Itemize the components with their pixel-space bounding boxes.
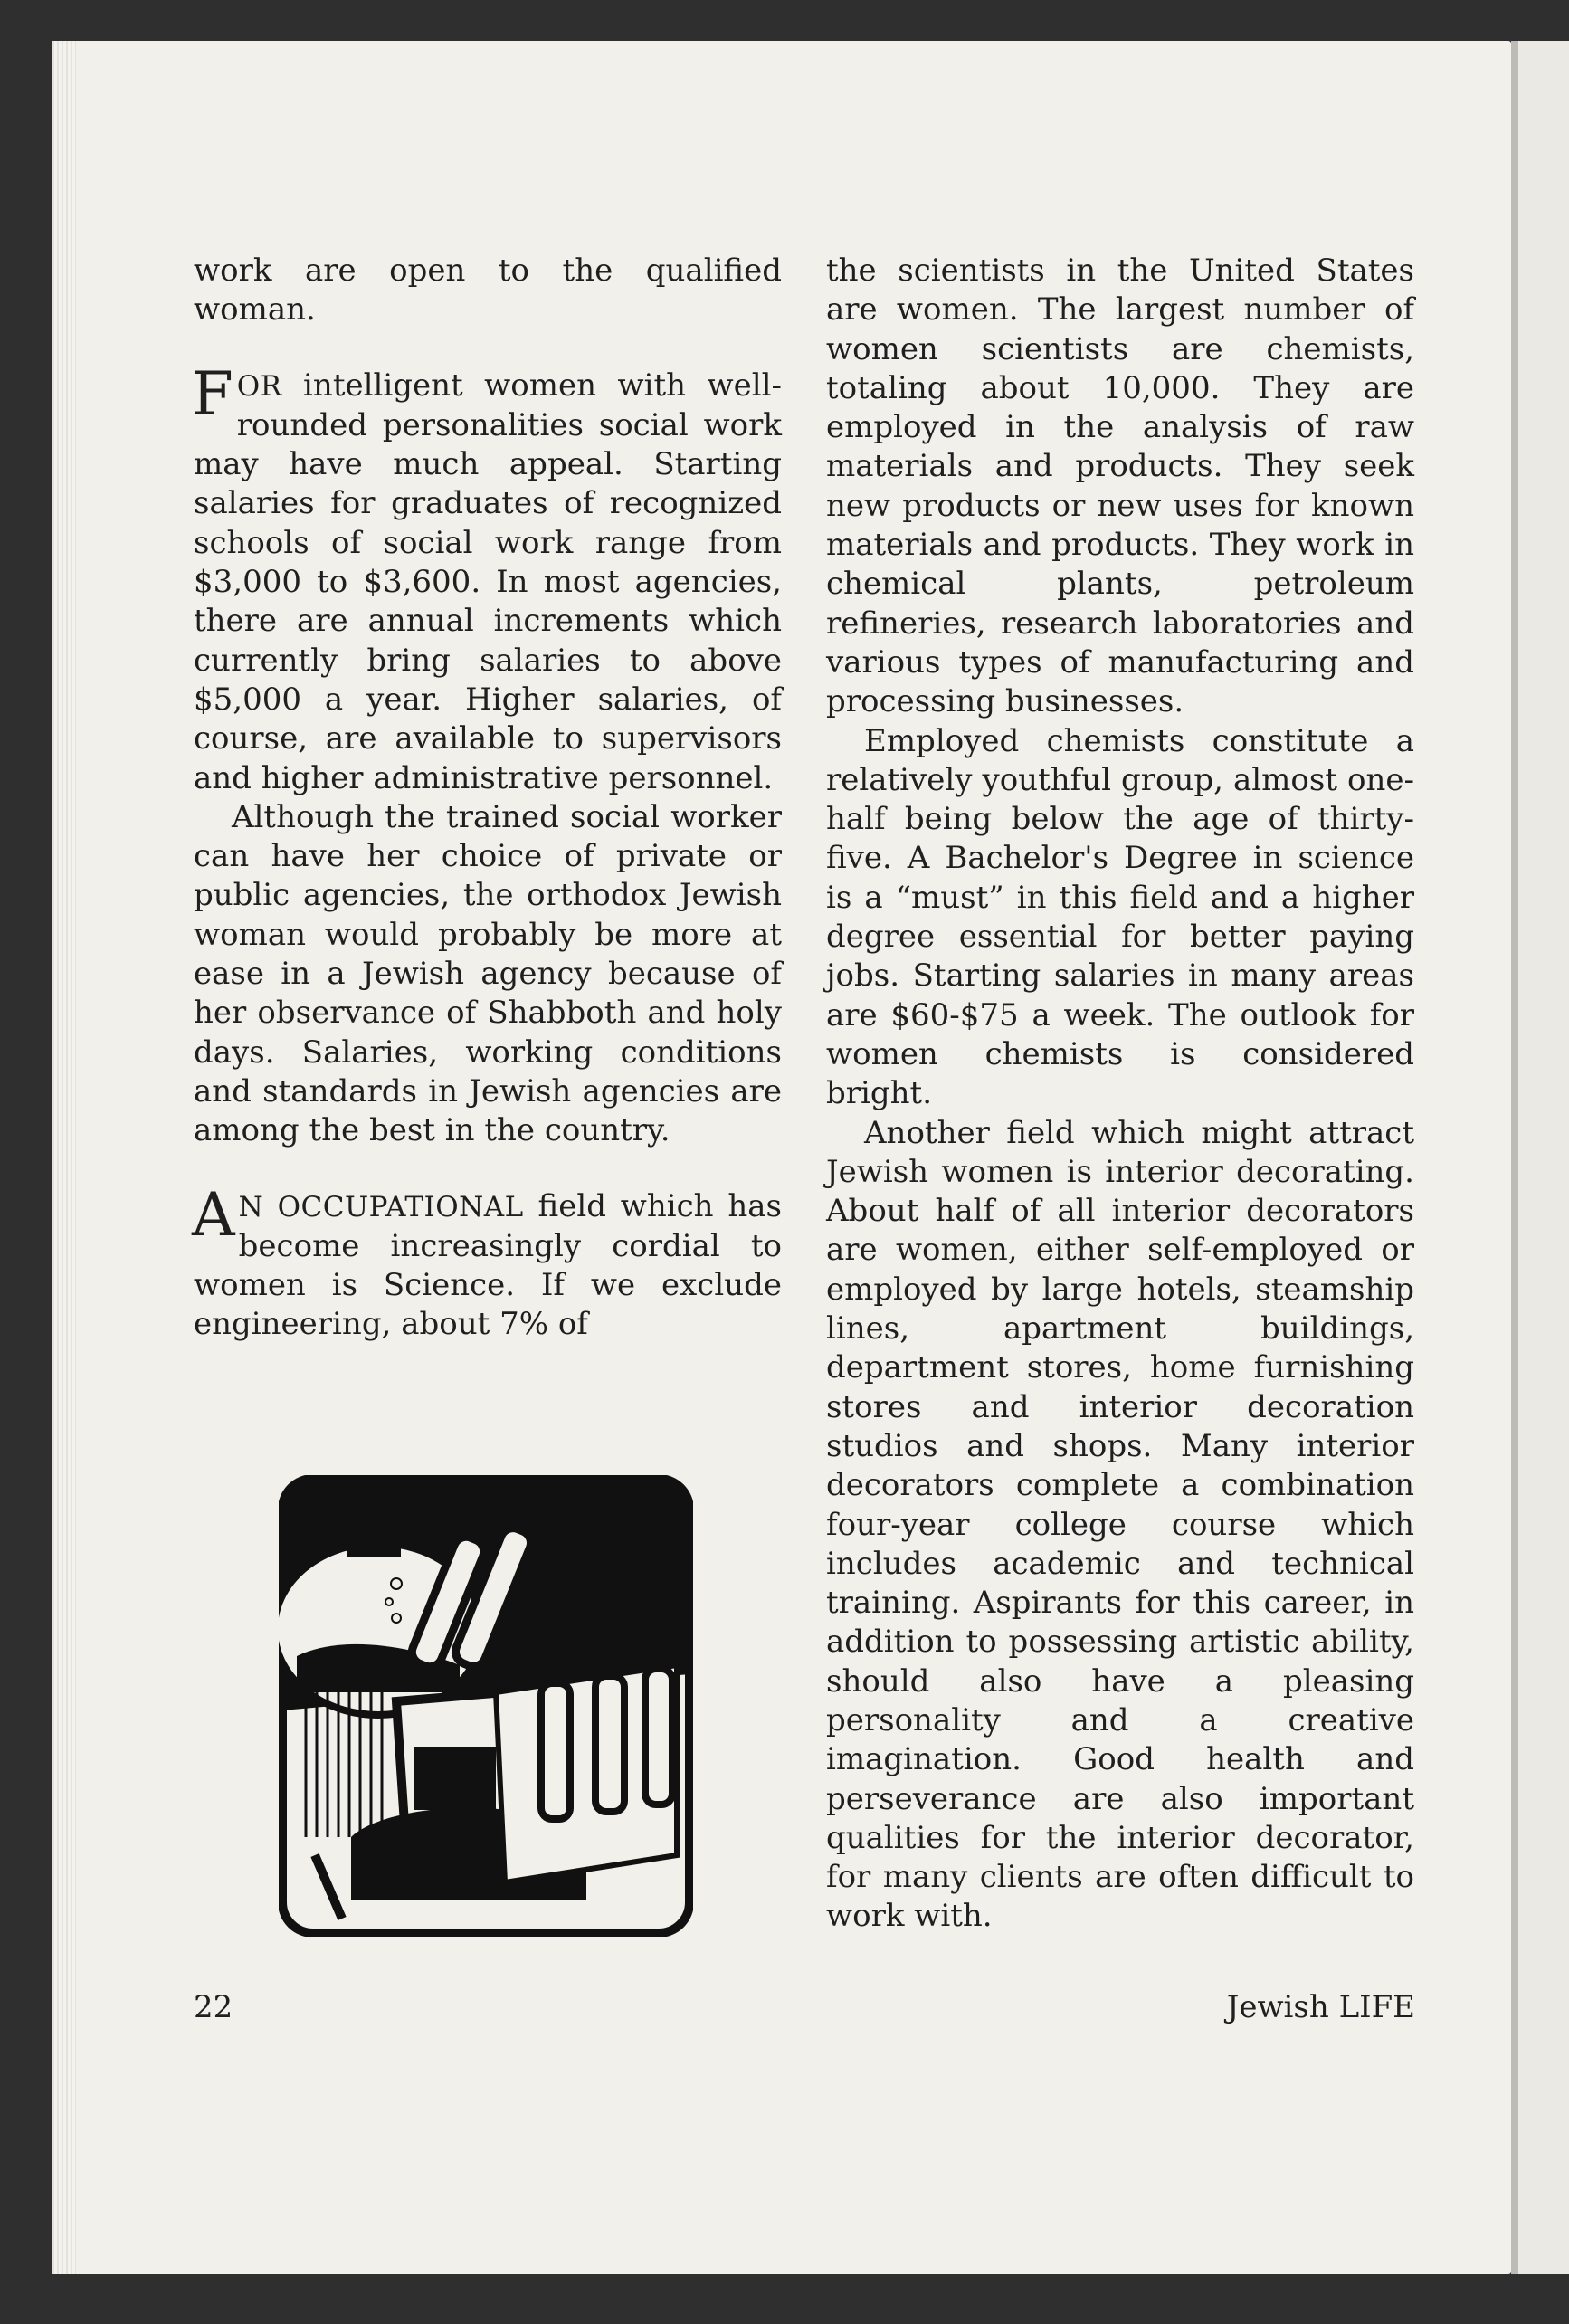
paragraph-science — [192, 1179, 782, 1345]
paragraph: Although the trained social worker can have her choice of private or public agencies, the orthodox Jewish woman would probably be more at ease in a Jewish agency because of her observance of Shabboth and holy days. Salaries, working conditions and standards in Jewish agencies are among the best in the country. — [194, 798, 782, 1149]
magazine-title: Jewish LIFE — [1226, 1989, 1415, 2025]
drop-cap: A — [192, 1179, 235, 1250]
page-edges — [52, 41, 76, 2274]
paragraph-text: intelligent women with well-rounded personalities social work may have much appeal. Starting salaries for graduates of recognized schools of social work range from $3,000 to $3,600. In most agencies, there are annual increments which currently bring salaries to above $5,000 a year. Higher salaries, of course, are available to supervisors and higher administrative personnel. — [194, 367, 782, 796]
paragraph: Another field which might attract Jewish women is interior decorating. About half of all interior decorators are women, either self-employed or employed by large hotels, steamship lines, apartment buildings, department stores, home furnishing stores and interior decoration studios and shops. Many interior decorators complete a combination four-year college course which includes academic and technical training. Aspirants for this career, in addition to possessing artistic ability, should also have a pleasing personality and a creative imagination. Good health and perseverance are also important qualities for the interior decorator, for many clients are often difficult to work with. — [826, 1114, 1414, 1935]
right-column — [826, 252, 1414, 1937]
binding-gutter — [1511, 41, 1518, 2274]
paragraph: work are open to the qualified woman. — [194, 252, 782, 329]
drop-cap: F — [192, 358, 233, 429]
paragraph: the scientists in the United States are women. The largest number of women scientists are chemists, totaling about 10,000. They are employed in the analysis of raw materials and products. They seek new products or new uses for known materials and products. They work in chemical plants, petroleum refineries, research laboratories and various types of manufacturing and processing businesses. — [826, 252, 1414, 720]
lede-smallcaps: OR — [236, 369, 282, 403]
left-column — [194, 252, 782, 1345]
paragraph-social-work — [192, 358, 782, 798]
paragraph-text: field which has become increasingly cordial to women is Science. If we exclude engineering, about 7% of — [194, 1187, 782, 1343]
lede-smallcaps: N OCCUPATIONAL — [238, 1190, 524, 1224]
microscope-illustration — [279, 1475, 693, 1937]
paragraph: Employed chemists constitute a relatively youthful group, almost one-half being below the age of thirty-five. A Bachelor's Degree in science is a “must” in this field and a higher degree essential for better paying jobs. Starting salaries in many areas are $60-$75 a week. The outlook for women chemists is considered bright. — [826, 722, 1414, 1112]
page-number: 22 — [194, 1989, 233, 2025]
facing-page-edge — [1518, 41, 1569, 2274]
